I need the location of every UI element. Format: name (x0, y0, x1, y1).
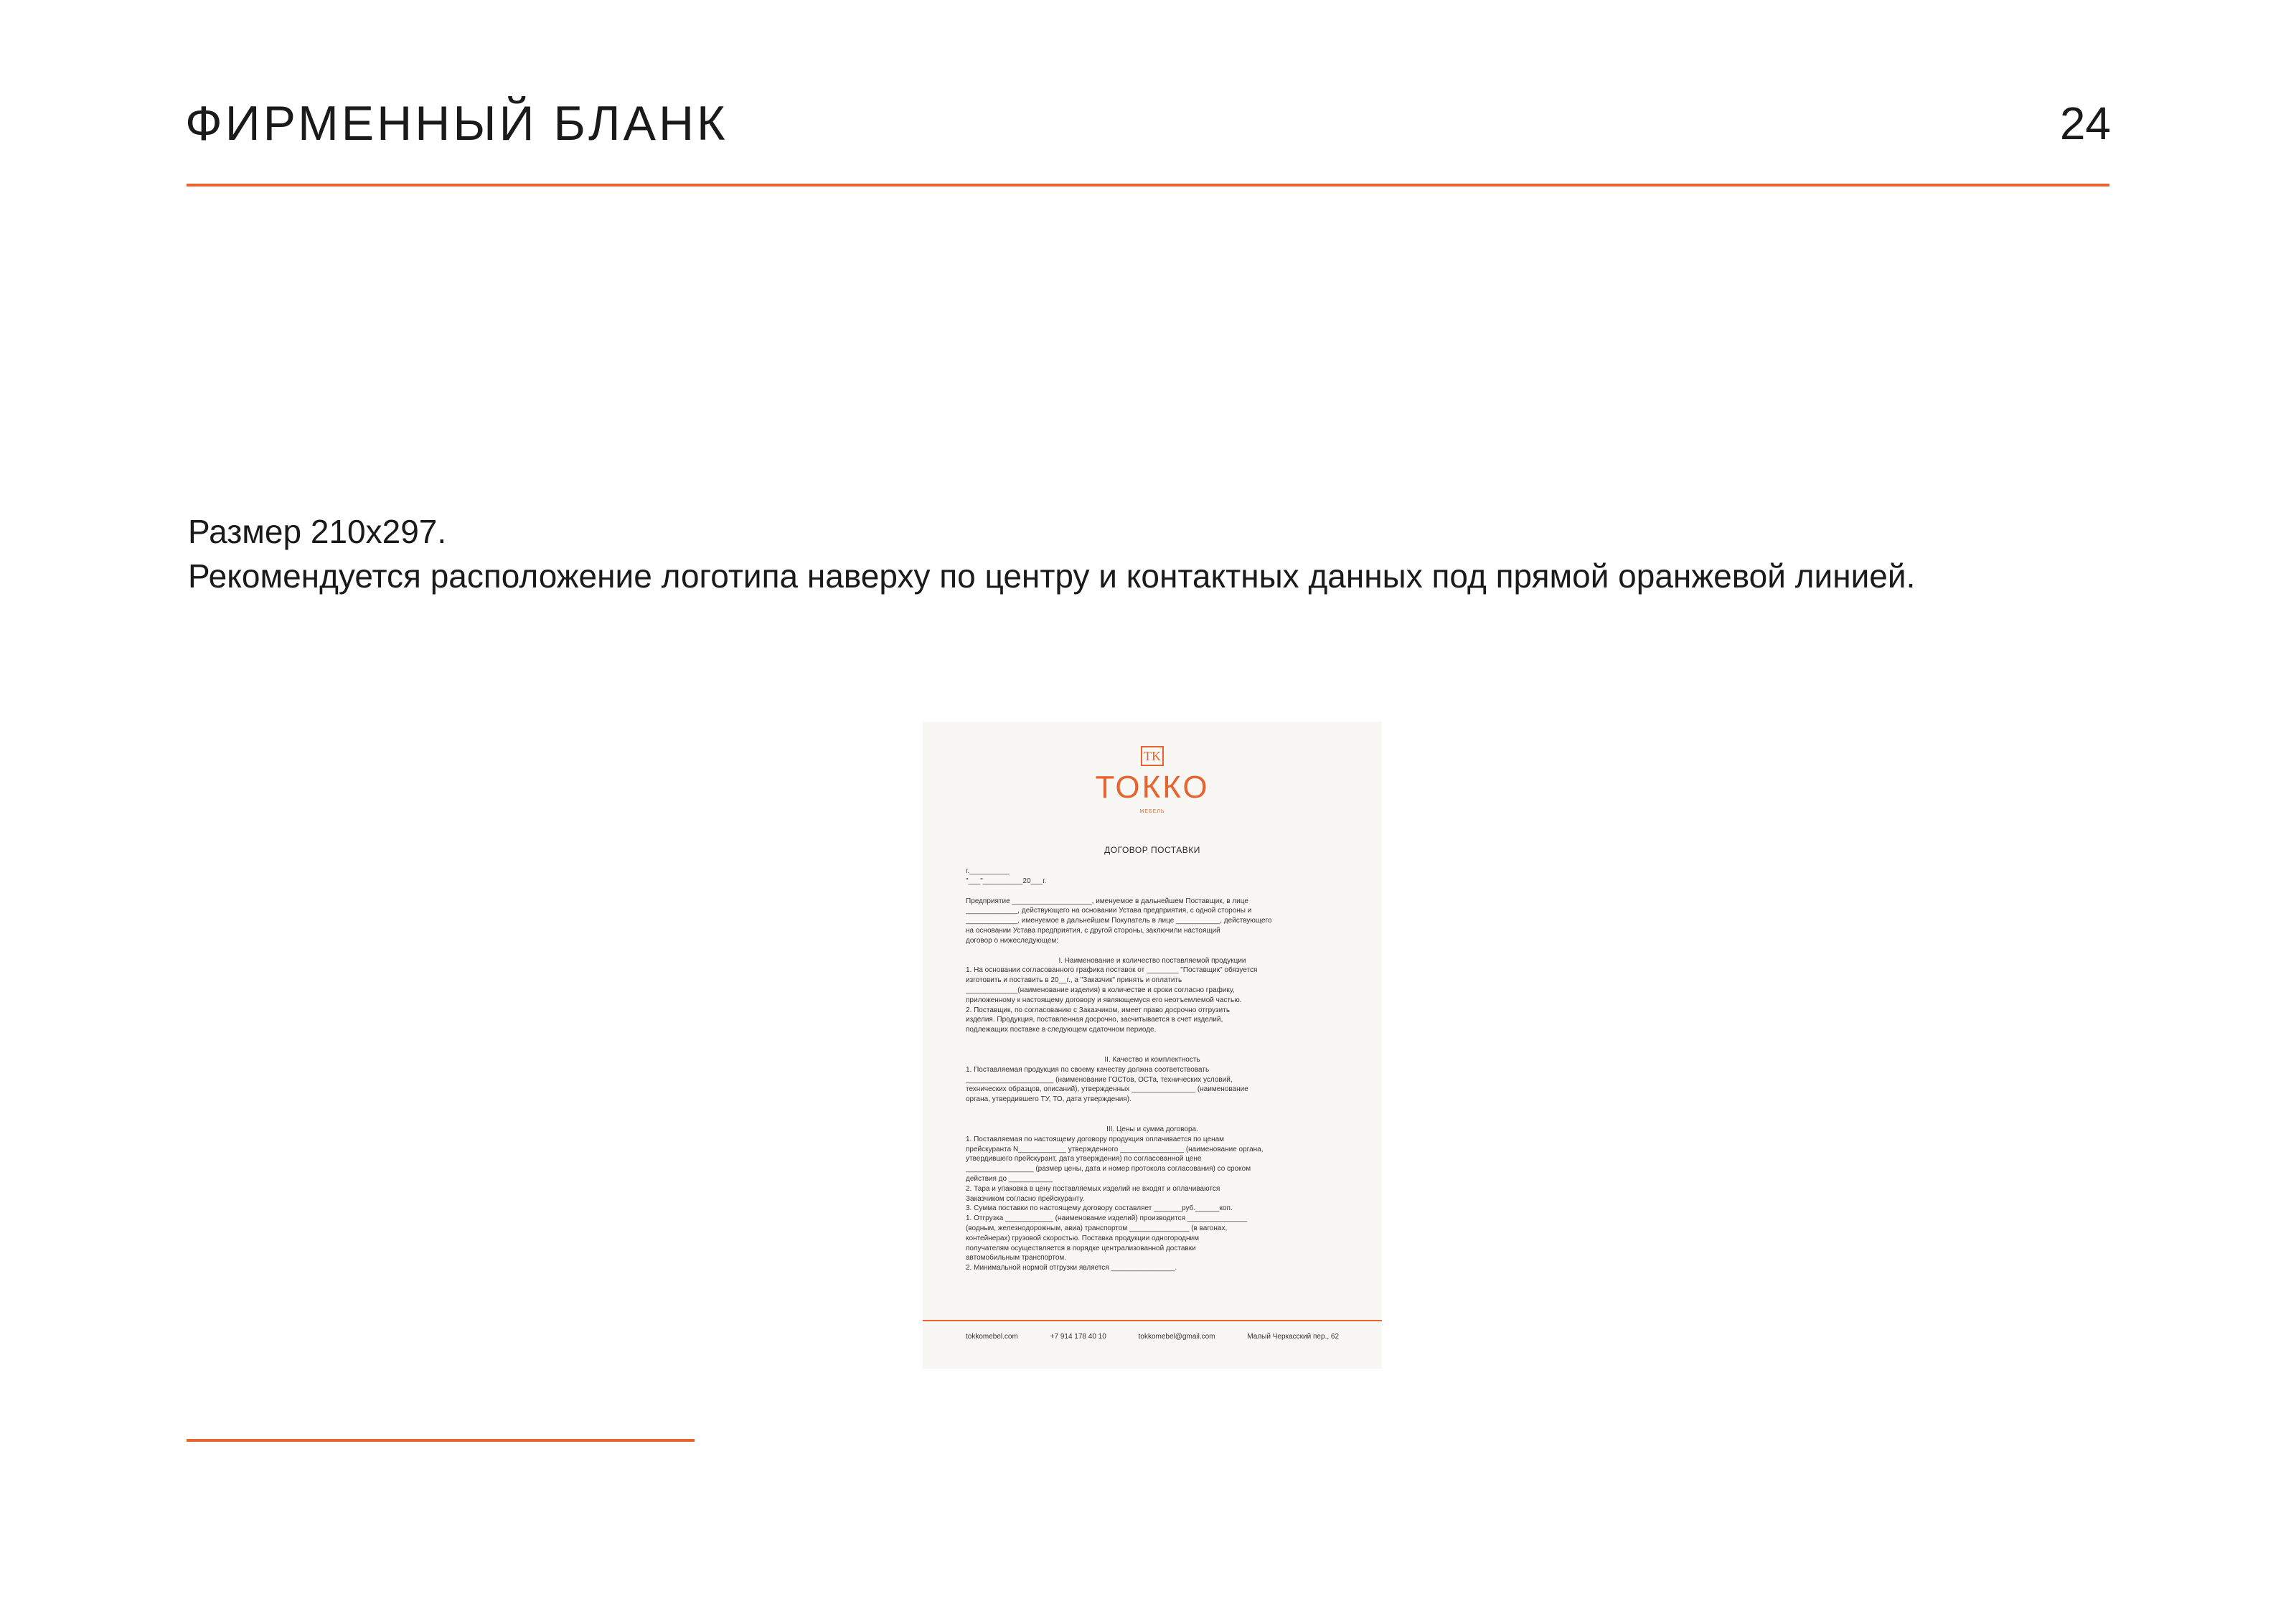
document-line: 2. Тара и упаковка в цену поставляемых изделий не входят и оплачиваются (966, 1184, 1220, 1193)
document-line: _____________, действующего на основании Устава предприятия, с одной стороны и (966, 907, 1252, 915)
letterhead-footer (966, 1333, 1339, 1341)
document-line: прейскуранта N____________ утвержденного ________________ (наименование органа, (966, 1145, 1264, 1153)
document-line: _____________(наименование изделия) в количестве и сроки согласно графику, (966, 986, 1235, 994)
letterhead-preview (923, 722, 1382, 1369)
document-line: получателям осуществляется в порядке централизованной доставки (966, 1244, 1196, 1252)
logo-wordmark: ТОККО (1095, 770, 1210, 805)
description-recommendation: Рекомендуется расположение логотипа наверху по центру и контактных данных под прямой оранжевой линией. (188, 557, 1916, 595)
document-line: 1. На основании согласованного графика поставок от ________ "Поставщик" обязуется (966, 966, 1258, 975)
document-line: ______________________ (наименование ГОСТов, ОСТа, технических условий, (966, 1075, 1233, 1084)
document-spacer (966, 1035, 1339, 1045)
document-section-heading: III. Цены и сумма договора. (1106, 1125, 1198, 1133)
document-spacer (966, 1105, 1339, 1115)
document-line: изделия. Продукция, поставленная досрочно, засчитывается в счет изделий, (966, 1016, 1223, 1024)
document-title: ДОГОВОР ПОСТАВКИ (1104, 845, 1200, 855)
header-divider (187, 184, 2109, 187)
footer-divider (187, 1439, 695, 1442)
document-line: _________________ (размер цены, дата и номер протокола согласования) со сроком (966, 1165, 1251, 1174)
letterhead-footer-divider (923, 1320, 1382, 1321)
document-spacer (966, 887, 1339, 897)
document-line: 1. Поставляемая по настоящему договору продукция оплачивается по ценам (966, 1135, 1225, 1143)
document-body (966, 867, 1339, 1273)
document-line: Предприятие ____________________, именуемое в дальнейшем Поставщик, в лице (966, 897, 1248, 905)
footer-email: tokkomebel@gmail.com (1138, 1333, 1215, 1341)
document-section-heading: I. Наименование и количество поставляемой продукции (1058, 956, 1246, 965)
page-title: ФИРМЕННЫЙ БЛАНК (185, 96, 728, 151)
document-line: 1. Отгрузка ____________ (наименование изделий) производится _______________ (966, 1214, 1248, 1223)
document-line: подлежащих поставке в следующем сдаточном периоде. (966, 1026, 1157, 1034)
description (188, 509, 1982, 598)
document-line: "___"__________20___г. (966, 877, 1047, 885)
document-spacer (966, 1115, 1339, 1125)
page-number: 24 (2059, 98, 2111, 149)
document-line: 2. Поставщик, по согласованию с Заказчиком, имеет право досрочно отгрузить (966, 1006, 1231, 1014)
description-size: Размер 210x297. (188, 513, 447, 550)
document-line: 2. Минимальной нормой отгрузки является ________________. (966, 1264, 1177, 1273)
logo-subtitle: МЕБЕЛЬ (1139, 809, 1165, 814)
footer-address: Малый Черкасский пер., 62 (1247, 1333, 1339, 1341)
document-line: изготовить и поставить в 20__г., а "Заказчик" принять и оплатить (966, 976, 1182, 985)
document-line: автомобильным транспортом. (966, 1254, 1067, 1262)
document-line: 3. Сумма поставки по настоящему договору составляет _______руб.______коп. (966, 1204, 1233, 1213)
document-line: приложенному к настоящему договору и являющемуся его неотъемлемой частью. (966, 996, 1242, 1004)
document-spacer (966, 946, 1339, 956)
document-section-heading: II. Качество и комплектность (1104, 1055, 1200, 1064)
document-line: 1. Поставляемая продукция по своему качеству должна соответствовать (966, 1065, 1210, 1074)
document-line: действия до ___________ (966, 1174, 1053, 1183)
document-line: контейнерах) грузовой скоростью. Поставка продукции одногородним (966, 1234, 1199, 1242)
document-line: технических образцов, описаний), утвержденных ________________ (наименование (966, 1085, 1248, 1094)
document-line: органа, утвердившего ТУ, ТО, дата утверждения). (966, 1095, 1131, 1104)
document-line: Заказчиком согласно прейскуранту. (966, 1194, 1085, 1203)
document-line: _____________, именуемое в дальнейшем Покупатель в лице ___________, действующего (966, 917, 1272, 925)
document-line: (водным, железнодорожным, авиа) транспортом _______________ (в вагонах, (966, 1224, 1228, 1232)
document-line: г.__________ (966, 867, 1010, 875)
logo-mark-icon: TK (1141, 746, 1164, 766)
document-spacer (966, 1045, 1339, 1055)
document-line: договор о нижеследующем: (966, 936, 1059, 945)
document-line: утвердившего прейскурант, дата утверждения) по согласованной цене (966, 1155, 1202, 1163)
footer-phone: +7 914 178 40 10 (1050, 1333, 1106, 1341)
document-line: на основании Устава предприятия, с другой стороны, заключили настоящий (966, 926, 1220, 935)
footer-website: tokkomebel.com (966, 1333, 1018, 1341)
